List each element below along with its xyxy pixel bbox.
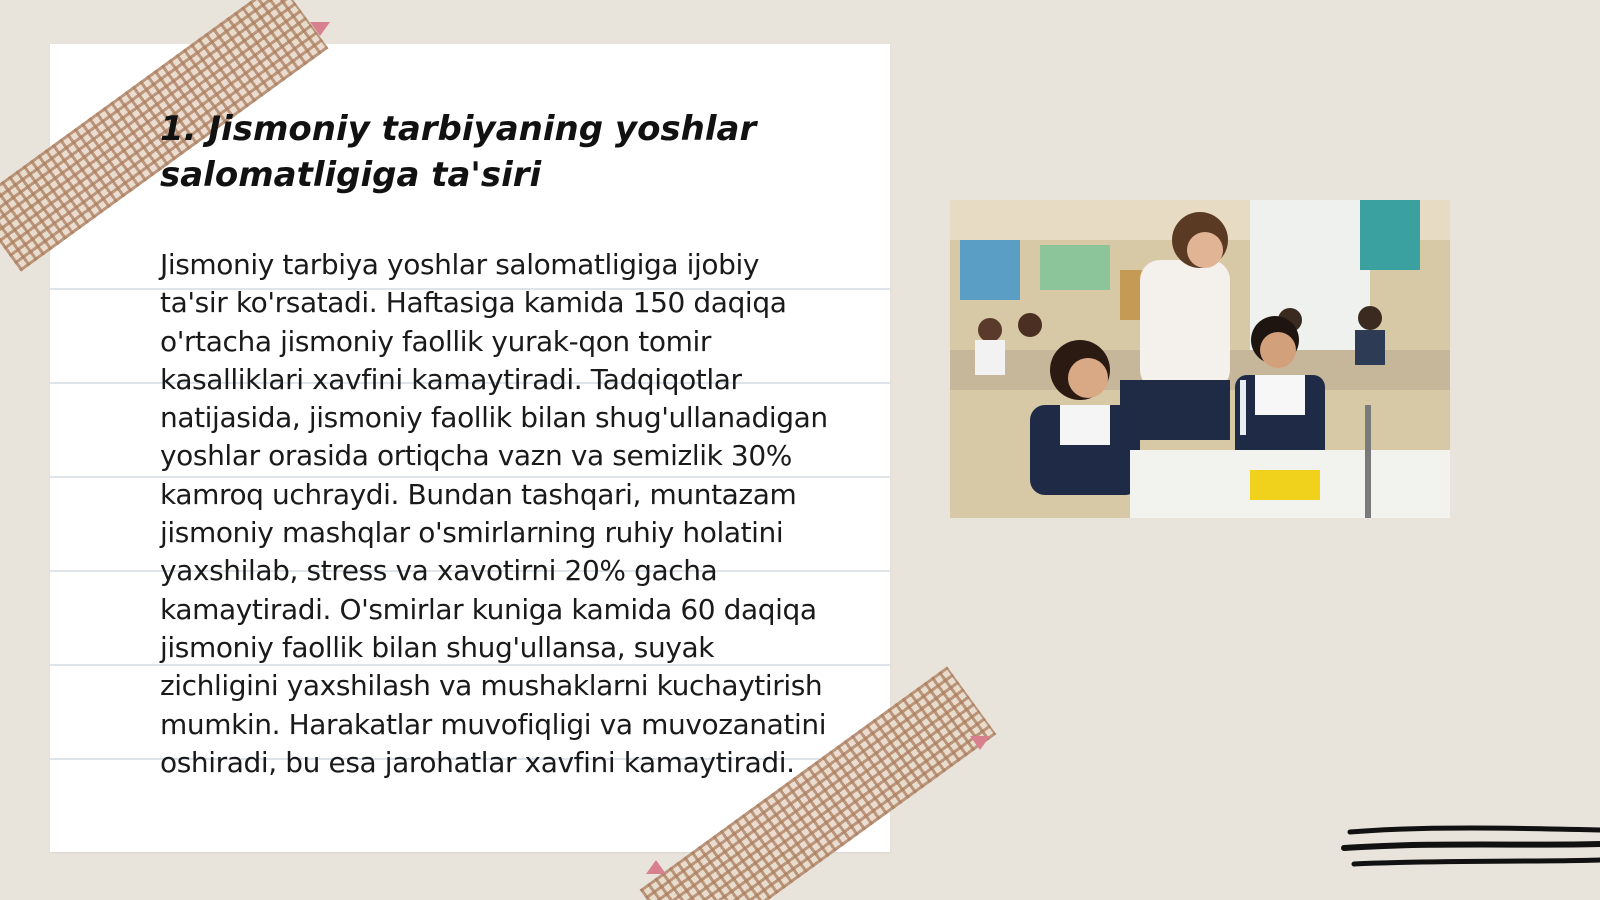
classroom-photo bbox=[950, 200, 1450, 518]
tape-pin-icon bbox=[310, 22, 330, 36]
slide-title: 1. Jismoniy tarbiyaning yoshlar salomatligiga ta'siri bbox=[160, 109, 757, 195]
brush-strokes-icon bbox=[1340, 820, 1600, 880]
slide-body: Jismoniy tarbiya yoshlar salomatligiga ijobiy ta'sir ko'rsatadi. Haftasiga kamida 150 daqiqa o'rtacha jismoniy faollik yurak-qon tomir kasalliklari xavfini kamaytiradi. Tadqiqotlar natijasida, jismoniy faollik bilan shug'ullanadigan yoshlar orasida ortiqcha vazn va semizlik 30% kamroq uchraydi. Bundan tashqari, muntazam jismoniy mashqlar o'smirlarning ruhiy holatini yaxshilab, stress va xavotirni 20% gacha kamaytiradi. O'smirlar kuniga kamida 60 daqiqa jismoniy faollik bilan shug'ullansa, suyak zichligini yaxshilash va mushaklarni kuchaytirish mumkin. Harakatlar muvofiqligi va muvozanatini oshiradi, bu esa jarohatlar xavfini kamaytiradi. bbox=[160, 248, 828, 779]
tape-pin-icon bbox=[646, 860, 666, 874]
tape-pin-icon bbox=[970, 736, 990, 750]
